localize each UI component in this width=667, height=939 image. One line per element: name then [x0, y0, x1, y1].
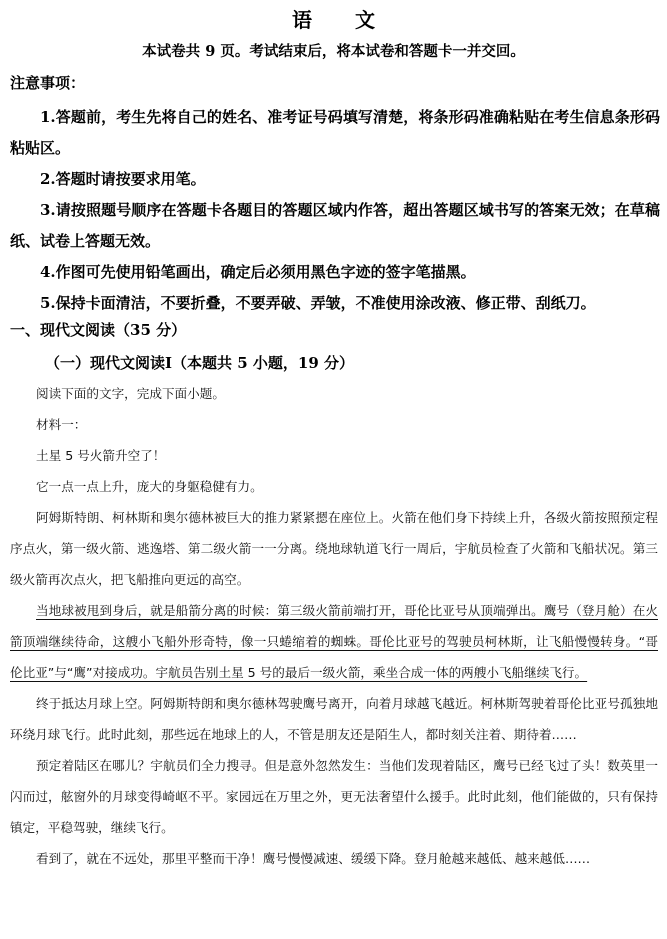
- instruction-item: 5.保持卡面清洁，不要折叠，不要弄破、弄皱，不准使用涂改液、修正带、刮纸刀。: [40, 294, 596, 312]
- instruction-item: 1.答题前，考生先将自己的姓名、准考证号码填写清楚，将条形码准确粘贴在考生信息条形码粘贴区。: [10, 108, 660, 157]
- exam-subtitle: 本试卷共 9 页。考试结束后，将本试卷和答题卡一并交回。: [142, 43, 525, 60]
- passage-paragraph: 看到了，就在不远处，那里平整而干净！鹰号慢慢减速、缓缓下降。登月舱越来越低、越来越低……: [36, 851, 591, 866]
- passage-paragraph: 土星 5 号火箭升空了！: [36, 448, 166, 463]
- passage-paragraph: 阿姆斯特朗、柯林斯和奥尔德林被巨大的推力紧紧摁在座位上。火箭在他们身下持续上升，各级火箭按照预定程序点火，第一级火箭、逃逸塔、第二级火箭一一分离。绕地球轨道飞行一周后，宇航员检查了火箭和飞船状况。第三级火箭再次点火，把飞船推向更远的高空。: [10, 510, 658, 587]
- instruction-item: 4.作图可先使用铅笔画出，确定后必须用黑色字迹的签字笔描黑。: [40, 263, 476, 281]
- reading-instruction: 阅读下面的文字，完成下面小题。: [36, 386, 225, 401]
- instruction-item: 3.请按照题号顺序在答题卡各题目的答题区域内作答，超出答题区域书写的答案无效；在草稿纸、试卷上答题无效。: [10, 201, 660, 250]
- notice-heading: 注意事项：: [10, 74, 86, 92]
- subsection-title: （一）现代文阅读Ⅰ（本题共 5 小题，19 分）: [45, 354, 354, 372]
- page-title: 语 文: [292, 8, 393, 32]
- instruction-item: 2.答题时请按要求用笔。: [40, 170, 206, 188]
- material-label: 材料一：: [36, 417, 87, 432]
- passage-paragraph-underlined: 当地球被甩到身后，就是船箭分离的时候：第三级火箭前端打开，哥伦比亚号从顶端弹出。鹰号（登月舱）在火箭顶端继续待命，这艘小飞船外形奇特，像一只蜷缩着的蜘蛛。哥伦比亚号的驾驶员柯林斯，让飞船慢慢转身。“哥伦比亚”与“鹰”对接成功。宇航员告别土星 5 号的最后一级火箭，乘坐合成一体的两艘小飞船继续飞行。: [10, 603, 658, 680]
- instructions-list: [10, 102, 660, 319]
- reading-passage: [10, 378, 658, 874]
- passage-paragraph: 它一点一点上升，庞大的身躯稳健有力。: [36, 479, 263, 494]
- passage-paragraph: 预定着陆区在哪儿？宇航员们全力搜寻。但是意外忽然发生：当他们发现着陆区，鹰号已经飞过了头！数英里一闪而过，舷窗外的月球变得崎岖不平。家园远在万里之外，更无法奢望什么援手。此时此刻，他们能做的，只有保持镇定，平稳驾驶，继续飞行。: [10, 758, 658, 835]
- passage-paragraph: 终于抵达月球上空。阿姆斯特朗和奥尔德林驾驶鹰号离开，向着月球越飞越近。柯林斯驾驶着哥伦比亚号孤独地环绕月球飞行。此时此刻，那些远在地球上的人，不管是朋友还是陌生人，都时刻关注着、期待着……: [10, 696, 658, 742]
- section-title: 一、现代文阅读（35 分）: [10, 321, 187, 339]
